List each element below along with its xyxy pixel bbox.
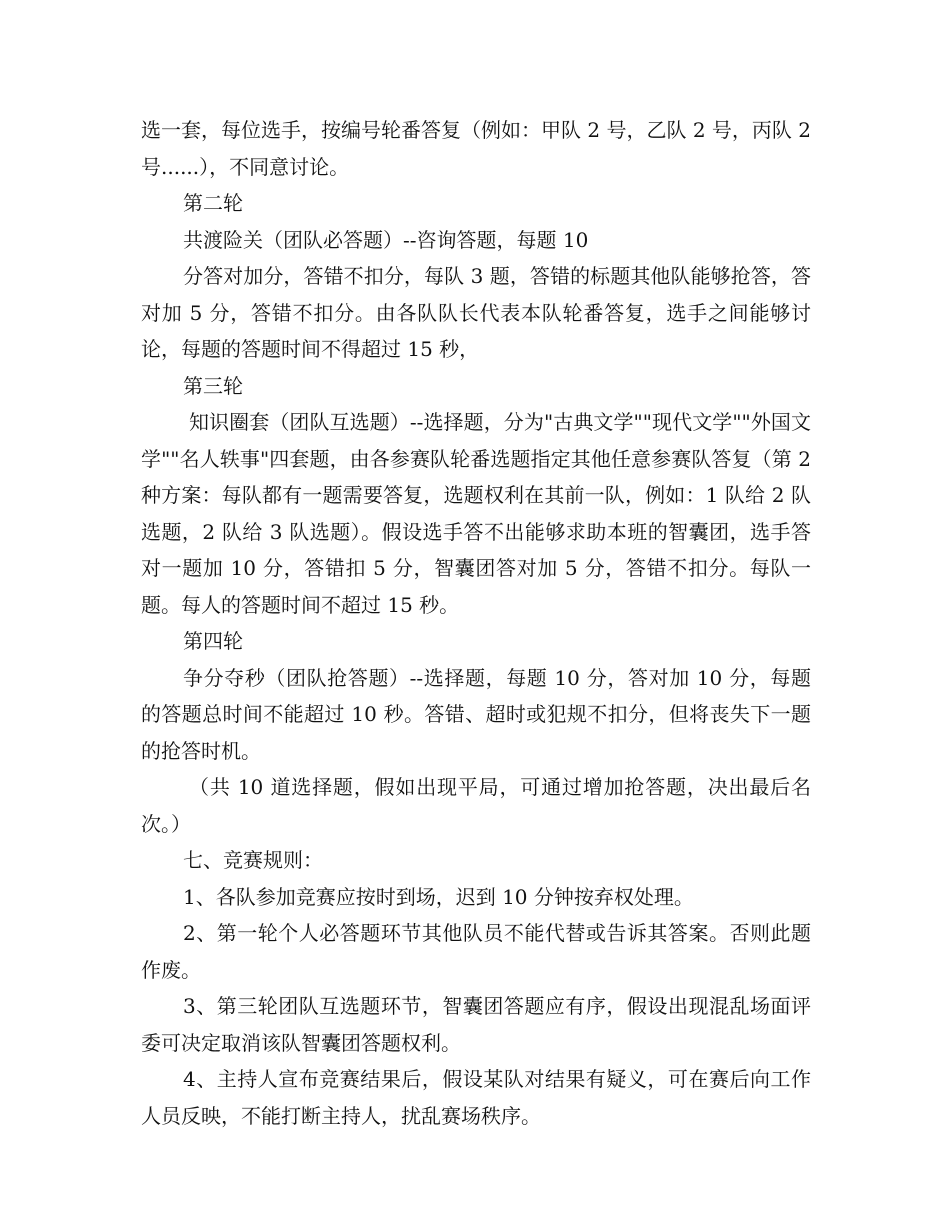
rule-item-1: 1、各队参加竞赛应按时到场，迟到 10 分钟按弃权处理。: [183, 884, 694, 909]
round-3-rules: 知识圈套（团队互选题）--选择题，分为"古典文学""现代文学""外国文学""名人轶事"四套题，由各参赛队轮番选题指定其他任意参赛队答复（第 2 种方案：每队都有一题需要答复，选题权利在其前一队，例如：1 队给 2 队选题，2 队给 3 队选题）。假设选手答不出能够求助本班的智囊团，选手答对一题加 10 分，答错扣 5 分，智囊团答对加 5 分，答错不扣分。每队一题。每人的答题时间不超过 15 秒。: [141, 410, 811, 617]
round-4-rules: 争分夺秒（团队抢答题）--选择题，每题 10 分，答对加 10 分，每题的答题总时间不能超过 10 秒。答错、超时或犯规不扣分，但将丧失下一题的抢答时机。: [141, 665, 811, 763]
round-4-note: （共 10 道选择题，假如出现平局，可通过增加抢答题，决出最后名次。）: [141, 775, 811, 836]
rule-item-2: 2、第一轮个人必答题环节其他队员不能代替或告诉其答案。否则此题作废。: [141, 921, 811, 982]
heading-round-4: 第四轮: [183, 629, 243, 653]
paragraph-continuation: 选一套，每位选手，按编号轮番答复（例如：甲队 2 号，乙队 2 号，丙队 2 号......），不同意讨论。: [141, 118, 811, 179]
rule-item-4: 4、主持人宣布竞赛结果后，假设某队对结果有疑义，可在赛后向工作人员反映，不能打断主持人，扰乱赛场秩序。: [141, 1067, 811, 1128]
round-2-title: 共渡险关（团队必答题）--咨询答题，每题 10: [183, 227, 589, 252]
heading-round-3: 第三轮: [183, 373, 243, 398]
heading-round-2: 第二轮: [183, 191, 243, 215]
document-body: [141, 112, 811, 1134]
rule-item-3: 3、第三轮团队互选题环节，智囊团答题应有序，假设出现混乱场面评委可决定取消该队智囊团答题权利。: [141, 994, 811, 1055]
round-2-rules: 分答对加分，答错不扣分，每队 3 题，答错的标题其他队能够抢答，答对加 5 分，答错不扣分。由各队队长代表本队轮番答复，选手之间能够讨论，每题的答题时间不得超过 15 秒，: [141, 264, 811, 361]
heading-competition-rules: 七、竞赛规则：: [183, 848, 323, 872]
